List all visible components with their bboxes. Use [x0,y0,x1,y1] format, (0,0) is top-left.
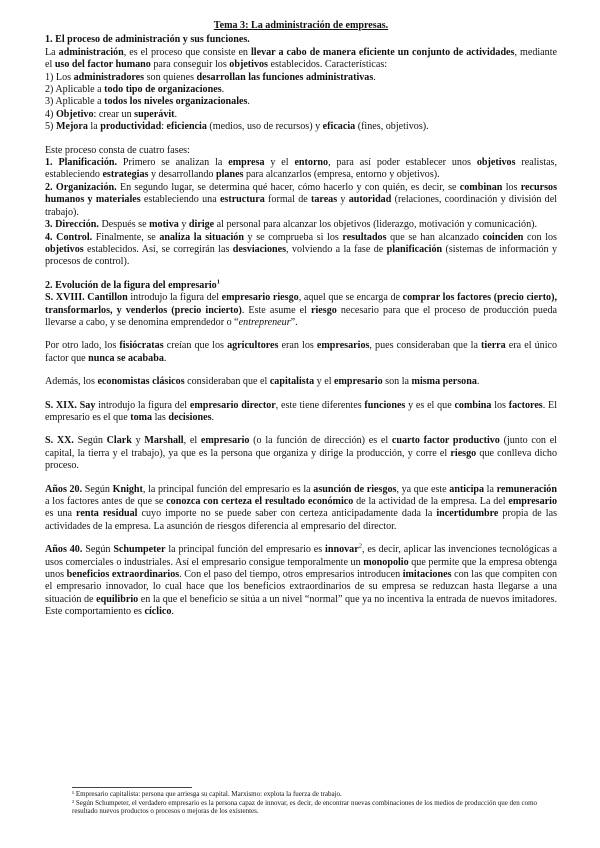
text-run: eran los [278,340,317,352]
footnote-ref: 1 [216,278,220,286]
bold-term: Schumpeter [113,544,166,556]
paragraph-say [45,400,557,425]
text-run: necesario para que el proceso de producción pueda llevarse a cabo, y se denomina emprendedor o “ [45,304,557,328]
bold-term: eficacia [322,121,356,133]
bold-term: eficiencia [166,121,207,133]
text-run: Según [82,544,114,556]
text-run: y se comprueba si los [243,231,343,243]
text-run: , este tiene diferentes [275,399,365,411]
bold-term: Knight [112,483,143,495]
bold-term: planificación [386,243,443,255]
text-run: era el único factor que [45,340,558,364]
bold-term: asunción de riesgos [313,483,397,495]
text-run: (o la función de dirección) es el [249,435,392,447]
bold-term: objetivos [45,243,84,255]
text-run: 5) [45,121,56,133]
text-run: , la principal función del empresario es la [142,483,314,495]
footnote-2: ² Según Schumpeter, el verdadero empresario es la persona capaz de innovar, es decir, de encontrar nuevas combinaciones de los medios de producción que den como resultado nuevos productos o procesos o mejoras de los existentes. [72,798,538,816]
text-run: , el [183,435,201,447]
text-run: . [174,108,178,120]
bold-term: recursos humanos y materiales [45,181,558,206]
bold-term: resultados [342,231,387,243]
text-run: es una [45,508,77,520]
text-run: . Este asume el [241,304,312,316]
text-run: . [476,376,480,388]
bold-term: economistas clásicos [97,376,185,388]
text-run: y [337,194,349,206]
text-run: (sistemas de información y procesos de control). [45,243,557,268]
text-run: , ya que este [396,483,450,495]
bold-term: Años 40. [45,544,83,556]
text-run: 1) Los [45,71,74,83]
bold-term: tareas [310,194,338,206]
text-run: . [171,606,174,618]
italic-term: entrepreneur [238,316,291,328]
text-run: . [221,84,225,96]
paragraph-cantillon [45,292,557,329]
phase-organization [45,182,557,219]
text-run: que permite que la empresa obtenga unos [45,556,558,581]
bold-term: combina [454,399,492,411]
feature-item [45,96,557,108]
bold-term: uso del factor humano [54,59,151,71]
text-run: que se han alcanzado [386,231,483,243]
text-run: creían que los [163,340,228,352]
footnotes [72,790,552,816]
text-run: . [211,411,215,423]
bold-term: 4. Control. [45,231,93,243]
text-run: los [502,181,521,193]
feature-item [45,84,557,96]
bold-term: empresario [200,435,250,447]
text-run: En segundo lugar, se determina qué hacer, cómo hacerlo y con quién, es decir, se [116,181,460,193]
text-run: y [131,435,145,447]
bold-term: innovar [325,544,359,556]
text-run: , para así poder establecer unos [328,157,477,169]
text-run: la [484,483,497,495]
bold-term: analiza la situación [159,231,244,243]
bold-term: riesgo [311,304,337,316]
phases-intro: Este proceso consta de cuatro fases: [45,144,190,156]
page-title: Tema 3: La administración de empresas. [213,20,389,31]
text-run: realistas, estableciendo [45,157,557,181]
bold-term: empresario [334,376,383,388]
feature-item [45,72,557,84]
text-run: . El empresario es el que [45,399,557,423]
text-run: , es el proceso que consiste en [123,46,251,58]
text-run: La [45,46,59,58]
text-run: , es decir, aplicar las invenciones tecnológicas a usos comerciales o industriales. Así el empresario consigue temporalmente un [45,544,557,568]
section-2-heading: 2. Evolución de la figura del empresario$^1$ [45,278,220,291]
bold-term: 3. Dirección. [45,219,99,231]
bold-term: Años 20. [45,483,83,495]
text-run: cuyo importe no se puede saber con certeza anticipadamente dada la [137,508,437,520]
bold-term: administración [58,46,124,58]
text-run: formal de [264,194,311,206]
text-run: Además, los [45,376,98,388]
bold-term: equilibrio [96,593,139,605]
text-run: y el [264,157,295,169]
text-run: consideraban que el [184,376,270,388]
text-run: y es el que [405,399,455,411]
bold-term: Marshall [144,435,184,447]
text-run: ”. [290,316,298,328]
bold-term: llevar a cabo de manera eficiente un conjunto de actividades [250,46,515,58]
feature-item [45,109,557,121]
text-run: , aquel que se encarga de [298,292,403,304]
text-run: , pues consideraban que la [369,340,482,352]
bold-term: desviaciones [232,243,287,255]
text-run: para conseguir los [150,59,230,71]
bold-term: estructura [219,194,265,206]
bold-term: S. XIX. Say [45,399,96,411]
bold-term: estrategias [102,169,149,181]
administration-definition [45,47,557,72]
bold-term: beneficios extraordinarios [66,569,180,581]
text-run: Después se [98,219,150,231]
text-run: con los [523,231,557,243]
text-run: para alcanzarlos (empresa, entorno y objetivos). [243,169,440,181]
text-run: y desarrollando [148,169,216,181]
text-run: al personal para alcanzar los objetivos (liderazgo, motivación y comunicación). [214,219,538,231]
text-run: 2) Aplicable a [45,84,105,96]
phase-planning [45,157,557,182]
bold-term: planes [215,169,244,181]
bold-term: autoridad [348,194,392,206]
bold-term: motiva [149,219,179,231]
bold-term: entorno [294,157,329,169]
text-run: la [87,121,101,133]
text-run: introdujo la figura del [95,399,190,411]
text-run: establecidos. Así, se corregirán las [83,243,233,255]
text-run: Finalmente, se [92,231,160,243]
bold-term: desarrollan las funciones administrativas [196,71,374,83]
bold-term: S. XVIII. Cantillon [45,292,128,304]
bold-term: tierra [481,340,506,352]
bold-term: monopolio [363,556,409,568]
bold-term: remuneración [496,483,557,495]
bold-term: combinan [459,181,503,193]
text-run: los [491,399,509,411]
paragraph-schumpeter [45,544,557,618]
text-run: a los factores antes de que se [45,496,167,507]
bold-term: dirige [188,219,215,231]
text-run: de la actividad de la empresa. La del [353,496,509,507]
paragraph-clark-marshall [45,435,557,472]
text-run: Según [73,435,107,447]
text-run: : crear un [93,108,135,120]
bold-term: productividad [100,121,162,133]
text-run: 4) [45,108,56,120]
document-page [45,20,557,619]
bold-term: cíclico [144,606,172,618]
bold-term: todo tipo de organizaciones [104,84,222,96]
bold-term: coinciden [482,231,524,243]
text-run: 3) Aplicable a [45,96,105,108]
bold-term: empresa [228,157,265,169]
bold-term: imitaciones [402,569,452,581]
bold-term: renta residual [76,508,138,520]
text-run: estableciendo una [140,194,220,206]
text-run: y [178,219,189,231]
bold-term: capitalista [269,376,315,388]
bold-term: empresario director [189,399,276,411]
bold-term: empresario riesgo [221,292,299,304]
section-1-heading: 1. El proceso de administración y sus funciones. [45,34,250,46]
text-run: (relaciones, coordinación y división del trabajo). [45,194,558,218]
feature-item [45,121,557,133]
text-run: (junto con el capital, la tierra y el trabajo), ya que es la persona que organiza y dirige la producción, y corre el [45,435,557,459]
text-run: . [247,96,250,108]
text-run: (fines, objetivos). [355,121,429,133]
bold-term: agricultores [227,340,279,352]
text-run: , volviendo a la fase de [286,243,387,255]
bold-term: objetivos [476,157,516,169]
bold-term: 2. Organización. [45,181,117,193]
text-run: Primero se analizan la [117,157,229,169]
bold-term: objetivos [229,59,268,71]
text-run: establecidos. Características: [268,59,388,71]
bold-term: decisiones [168,411,212,423]
bold-term: riesgo [450,447,477,459]
bold-term: Mejora [55,121,88,133]
footnote-divider [72,787,192,788]
paragraph-physiocrats [45,340,557,365]
bold-term: administradores [73,71,145,83]
bold-term: superávit [134,108,175,120]
text-run: propia de las actividades de la empresa. La asunción de riesgos diferencia al empresario del director. [45,508,557,532]
bold-term: toma [130,411,153,423]
bold-term: nunca se acababa [88,352,164,364]
text-run: son la [382,376,412,388]
bold-term: empresarios [316,340,370,352]
text-run: . [163,352,167,364]
bold-term: funciones [364,399,406,411]
text-run: , mediante el [45,46,557,71]
text-run: son quienes [144,71,197,83]
bold-term: todos los niveles organizacionales [104,96,248,108]
phase-control [45,232,557,269]
bold-term: 1. Planificación. [45,157,118,169]
text-run: introdujo la figura del [127,292,222,304]
text-run: y el [314,376,335,388]
bold-term: misma persona [411,376,477,388]
paragraph-knight [45,484,557,534]
text-run: que conlleva dicho proceso. [45,447,557,472]
footnote-1: ¹ Empresario capitalista: persona que arriesga su capital. Marxismo: explota la fuerza de trabajo. [72,790,342,798]
bold-term: incertidumbre [436,508,499,520]
text-run: con las que compiten con el empresario innovador, lo cual hace que los beneficios extraordinarios de su empresa se reduzcan hasta llegarse a una situación de [45,569,557,605]
bold-term: fisiócratas [119,340,164,352]
bold-term: cuarto factor productivo [391,435,500,447]
bold-term: conozca con certeza el resultado económico [166,496,354,507]
paragraph-classical [45,376,557,388]
text-run: . Con el paso del tiempo, otros empresarios introducen [179,569,403,581]
bold-term: anticipa [449,483,485,495]
text-run: Según [82,483,113,495]
text-run: Por otro lado, los [45,340,120,352]
text-run: (medios, uso de recursos) y [206,121,323,133]
bold-term: factores [508,399,543,411]
text-run: : [161,121,167,133]
text-run: en la que el beneficio se sitúa a un nivel “normal” que ya no incentiva la entrada de nuevos imitadores. Este comportamiento es [45,593,557,618]
bold-term: Objetivo [55,108,94,120]
text-run: las [152,411,169,423]
bold-term: Clark [106,435,132,447]
bold-term: empresario [508,496,557,507]
text-run: la principal función del empresario es [165,544,326,556]
phase-direction [45,219,557,231]
bold-term: comprar los factores (precio cierto), transformarlos, y venderlos (precio incierto) [45,292,557,316]
bold-term: S. XX. [45,435,74,447]
footnote-ref: 2 [358,542,362,550]
text-run: . [373,71,376,83]
